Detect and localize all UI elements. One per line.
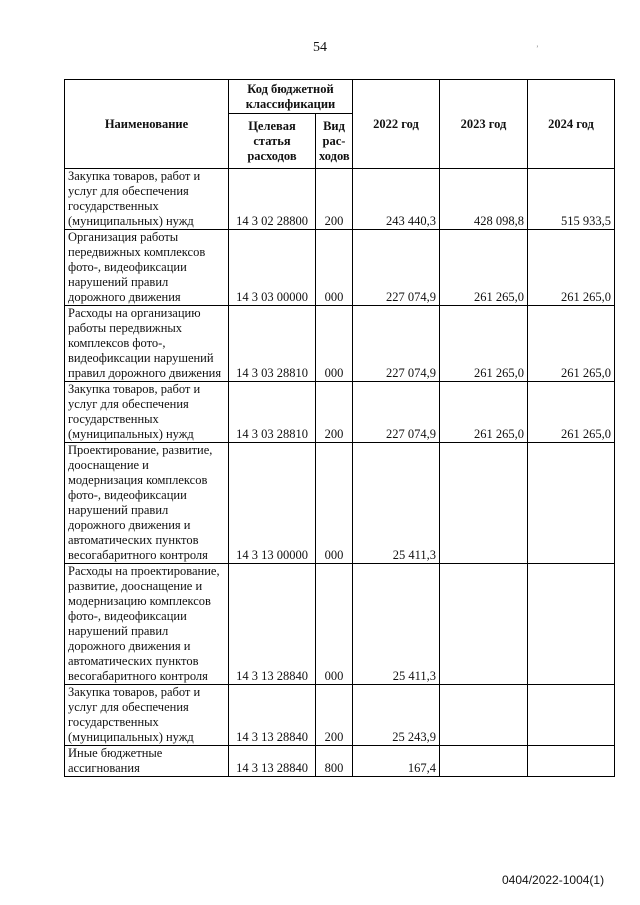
row-vid: 000: [316, 306, 353, 382]
row-name: Закупка товаров, работ и услуг для обеспечения государственных (муниципальных) нужд: [65, 685, 229, 746]
row-code: 14 3 13 28840: [229, 685, 316, 746]
table-row: [65, 230, 615, 306]
row-2022: 25 411,3: [353, 564, 440, 685]
row-code: 14 3 02 28800: [229, 169, 316, 230]
header-2022: 2022 год: [353, 80, 440, 169]
row-code: 14 3 13 28840: [229, 564, 316, 685]
row-2024: 261 265,0: [528, 382, 615, 443]
row-2023: 261 265,0: [440, 382, 528, 443]
header-name: Наименование: [65, 80, 229, 169]
row-code: 14 3 03 28810: [229, 382, 316, 443]
row-vid: 000: [316, 443, 353, 564]
row-2024: 515 933,5: [528, 169, 615, 230]
row-code: 14 3 13 00000: [229, 443, 316, 564]
row-vid: 000: [316, 230, 353, 306]
row-code: 14 3 03 28810: [229, 306, 316, 382]
row-2024: 261 265,0: [528, 306, 615, 382]
row-name: Закупка товаров, работ и услуг для обеспечения государственных (муниципальных) нужд: [65, 382, 229, 443]
header-target-article: Целевая статья расходов: [229, 114, 316, 169]
corner-mark: ’: [536, 44, 539, 53]
table-row: [65, 169, 615, 230]
row-name: Организация работы передвижных комплексов фото-, видеофиксации нарушений правил дорожного движения: [65, 230, 229, 306]
row-vid: 200: [316, 685, 353, 746]
row-name: Расходы на организацию работы передвижных комплексов фото-, видеофиксации нарушений правил дорожного движения: [65, 306, 229, 382]
row-2024: [528, 746, 615, 777]
row-2023: [440, 443, 528, 564]
header-code-group: Код бюджетной классификации: [229, 80, 353, 114]
document-footer-code: 0404/2022-1004(1): [502, 873, 605, 887]
row-vid: 200: [316, 382, 353, 443]
header-2023: 2023 год: [440, 80, 528, 169]
row-2024: [528, 564, 615, 685]
header-2024: 2024 год: [528, 80, 615, 169]
row-2023: 261 265,0: [440, 230, 528, 306]
table-row: [65, 443, 615, 564]
row-2022: 227 074,9: [353, 382, 440, 443]
table-row: [65, 746, 615, 777]
row-code: 14 3 13 28840: [229, 746, 316, 777]
row-2022: 243 440,3: [353, 169, 440, 230]
row-2023: [440, 746, 528, 777]
budget-table: [64, 79, 615, 777]
table-row: [65, 382, 615, 443]
row-vid: 000: [316, 564, 353, 685]
row-code: 14 3 03 00000: [229, 230, 316, 306]
row-2023: [440, 685, 528, 746]
row-2022: 25 411,3: [353, 443, 440, 564]
row-name: Проектирование, развитие, дооснащение и модернизация комплексов фото-, видеофиксации нарушений правил дорожного движения и автоматических пунктов весогабаритного контроля: [65, 443, 229, 564]
row-name: Закупка товаров, работ и услуг для обеспечения государственных (муниципальных) нужд: [65, 169, 229, 230]
row-2022: 167,4: [353, 746, 440, 777]
row-vid: 800: [316, 746, 353, 777]
row-2022: 227 074,9: [353, 230, 440, 306]
row-2022: 227 074,9: [353, 306, 440, 382]
table-row: [65, 564, 615, 685]
row-2024: [528, 685, 615, 746]
row-name: Расходы на проектирование, развитие, дооснащение и модернизацию комплексов фото-, видеофиксации нарушений правил дорожного движения и автоматических пунктов весогабаритного контроля: [65, 564, 229, 685]
row-name: Иные бюджетные ассигнования: [65, 746, 229, 777]
row-vid: 200: [316, 169, 353, 230]
table-row: [65, 306, 615, 382]
table-row: [65, 685, 615, 746]
page-number: 54: [313, 40, 327, 55]
row-2023: [440, 564, 528, 685]
row-2023: 428 098,8: [440, 169, 528, 230]
row-2024: 261 265,0: [528, 230, 615, 306]
row-2023: 261 265,0: [440, 306, 528, 382]
row-2022: 25 243,9: [353, 685, 440, 746]
header-expense-type: Вид рас-ходов: [316, 114, 353, 169]
row-2024: [528, 443, 615, 564]
